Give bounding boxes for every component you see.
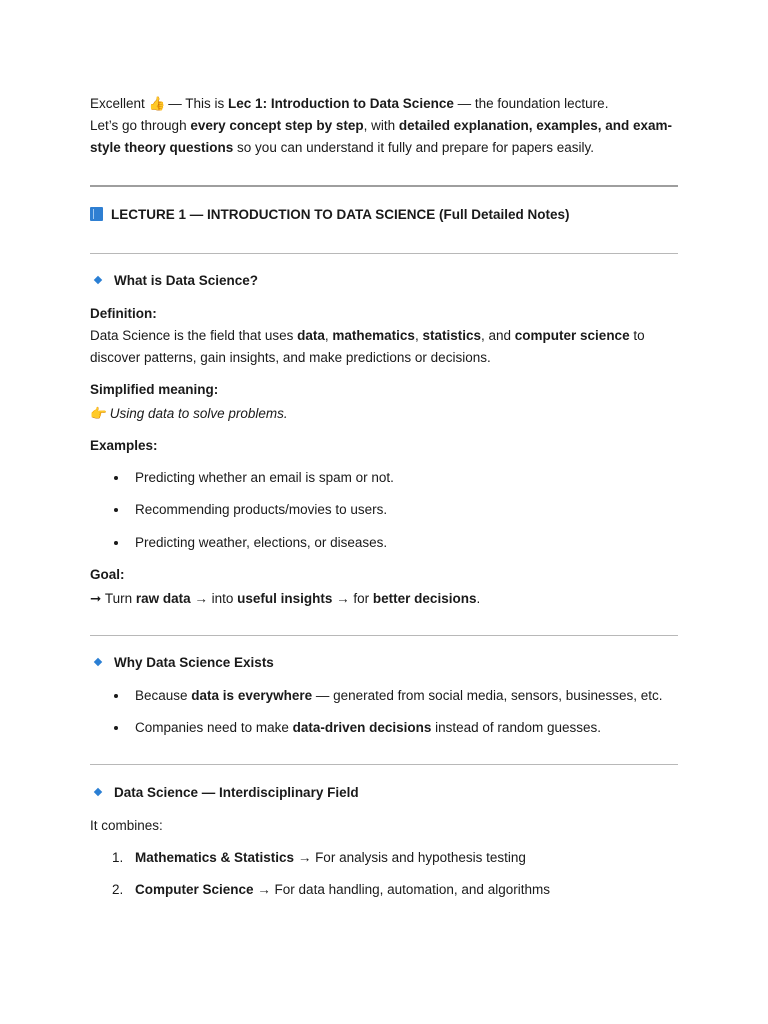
blue-diamond-icon (94, 658, 102, 666)
combines-intro: It combines: (90, 818, 163, 833)
examples-list (90, 467, 678, 554)
lecture-title: LECTURE 1 — INTRODUCTION TO DATA SCIENCE (Full Detailed Notes) (90, 204, 678, 226)
simplified-text: 👉 Using data to solve problems. (90, 403, 678, 425)
arrow-icon: ➞ (90, 591, 102, 606)
intro-paragraph: Let’s go through every concept step by step, with detailed explanation, examples, and exam-style theory questions so you can understand it fully and prepare for papers easily. (90, 118, 673, 155)
blue-diamond-icon (94, 788, 102, 796)
fields-list (90, 847, 678, 901)
list-item: Predicting weather, elections, or diseases. (90, 532, 678, 554)
goal-text: ➞ Turn raw data → into useful insights → for better decisions. (90, 591, 481, 606)
examples-label: Examples: (90, 438, 158, 453)
section-heading-interdisciplinary-field: Data Science — Interdisciplinary Field (88, 782, 678, 804)
definition-text: Data Science is the field that uses data, mathematics, statistics, and computer science to discover patterns, gain insights, and make predictions or decisions. (90, 328, 645, 365)
lecture-reference: Lec 1: Introduction to Data Science (228, 96, 454, 111)
document-page (90, 93, 678, 901)
pointing-hand-icon: 👉 (90, 406, 107, 421)
list-item: Predicting whether an email is spam or not. (90, 467, 678, 489)
blue-book-icon (90, 207, 103, 221)
reasons-list (90, 685, 678, 739)
list-item: 1. Mathematics & Statistics → For analysis and hypothesis testing (112, 850, 526, 865)
section-heading-what-is-data-science: What is Data Science? (88, 270, 678, 292)
list-item: Recommending products/movies to users. (90, 499, 678, 521)
blue-diamond-icon (94, 276, 102, 284)
definition-label: Definition: (90, 306, 157, 321)
simplified-label: Simplified meaning: (90, 382, 219, 397)
goal-label: Goal: (90, 567, 125, 582)
list-item: 2. Computer Science → For data handling, automation, and algorithms (112, 882, 550, 897)
list-item: Because data is everywhere — generated from social media, sensors, businesses, etc. (90, 685, 678, 707)
thumbs-up-icon: 👍 (148, 96, 166, 111)
section-heading-why-data-science-exists: Why Data Science Exists (88, 652, 678, 674)
list-item: Companies need to make data-driven decisions instead of random guesses. (90, 717, 678, 739)
intro-line-1: Excellent 👍 — This is Lec 1: Introduction to Data Science — the foundation lecture. (90, 93, 678, 115)
